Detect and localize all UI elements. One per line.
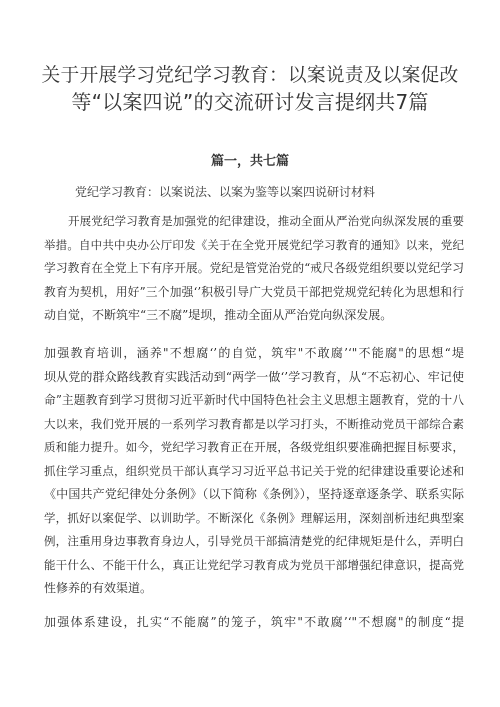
paragraph-line: 能干什么、不能干什么，真正让党纪学习教育成为党员干部增强纪律意识，提高党 xyxy=(44,557,464,572)
paragraph-line: 动自觉，不断筑牢“三不腐”堤坝，推动全面从严治党向纵深发展。 xyxy=(44,308,393,322)
paragraph-line: 学习教育在全党上下有序开展。党纪是管党治党的“戒尺各级党组织要以党纪学习 xyxy=(44,261,464,275)
paragraph-line: 抓住学习重点，组织党员干部认真学习习近平总书记关于党的纪律建设重要论述和 xyxy=(44,463,464,478)
paragraph-line: 质和能力提升。如今，党纪学习教育正在开展，各级党组织要准确把握目标要求， xyxy=(44,440,464,454)
paragraph-line: 《中国共产党纪律处分条例》（以下简称《条例》），坚持逐章逐条学、联系实际 xyxy=(44,487,464,501)
paragraph-line: 命”主题教育到学习贯彻习近平新时代中国特色社会主义思想主题教育，党的十八 xyxy=(44,393,464,407)
paragraph-line: 开展党纪学习教育是加强党的纪律建设，推动全面从严治党向纵深发展的重要 xyxy=(68,214,464,228)
paragraph-line: 加强教育培训，涵养"不想腐‘’的自觉，筑牢"不敢腐’‘"不能腐"的思想“堤 xyxy=(44,346,464,360)
paragraph-line: 举措。自中共中央办公厅印发《关于在全党开展党纪学习教育的通知》以来，党纪 xyxy=(44,237,464,252)
document-title xyxy=(40,62,460,116)
section-heading: 篇一，共七篇 xyxy=(210,154,289,169)
paragraph-line: 例，注重用身边事教育身边人，引导党员干部搞清楚党的纪律规矩是什么，弄明白 xyxy=(44,534,464,548)
paragraph-line: 教育为契机，用好”三个加强‘’积极引导广大党员干部把党规党纪转化为思想和行 xyxy=(44,284,464,299)
paragraph-3 xyxy=(44,611,464,635)
paragraph-line: 加强体系建设，扎实“不能腐”的笼子，筑牢"不敢腐’‘"不想腐"的制度“提 xyxy=(44,615,464,629)
paragraph-line: 大以来，我们党开展的一系列学习教育都是以学习打头，不断推动党员干部综合素 xyxy=(44,416,464,431)
paragraph-1 xyxy=(44,210,464,328)
title-line-1: 关于开展学习党纪学习教育：以案说责及以案促改 xyxy=(41,65,459,86)
title-line-2: 等“以案四说”的交流研讨发言提纲共7篇 xyxy=(71,90,429,114)
paragraph-line: 坝从党的群众路线教育实践活动到“两学一做‘’学习教育，从“不忘初心、牢记使 xyxy=(44,369,464,384)
paragraph-line: 性修养的有效渠道。 xyxy=(44,581,153,595)
paragraph-line: 学，抓好以案促学、以训助学。不断深化《条例》理解运用，深刻剖析违纪典型案 xyxy=(44,510,464,525)
paragraph-2 xyxy=(44,342,464,601)
subtitle: 党纪学习教育：以案说法、以案为鉴等以案四说研讨材料 xyxy=(75,185,376,199)
